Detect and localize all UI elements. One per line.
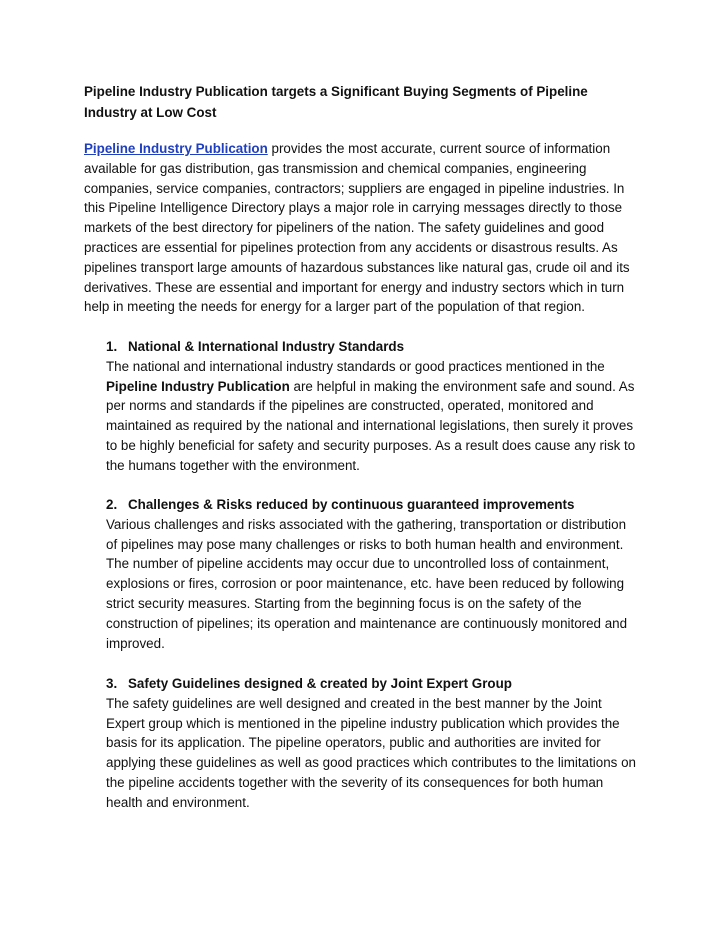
section-body [106, 357, 640, 476]
section-heading [106, 674, 640, 694]
section-heading [106, 337, 640, 357]
section-body: The safety guidelines are well designed and created in the best manner by the Joint Expert group which is mentioned in the pipeline industry publication which provides the basis for its application. The pipeline operators, public and authorities are invited for applying these guidelines as well as good practices which contributes to the limitations on the pipeline accidents together with the severity of its consequences for both human health and environment. [106, 695, 636, 810]
section-body-bold: Pipeline Industry Publication [106, 378, 290, 394]
section-body-text: The national and international industry standards or good practices mentioned in the [106, 358, 605, 374]
intro-paragraph [84, 139, 640, 317]
section-heading-text: National & International Industry Standards [128, 339, 405, 354]
document-title: Pipeline Industry Publication targets a Significant Buying Segments of Pipeline Industry at Low Cost [84, 84, 588, 120]
section-challenges-risks [106, 495, 640, 653]
section-number: 3. [106, 676, 118, 691]
intro-text: provides the most accurate, current source of information available for gas distribution, gas transmission and chemical companies, engineering companies, service companies, contractors; suppliers are engaged in pipeline industries. In this Pipeline Intelligence Directory plays a major role in carrying messages directly to those markets of the best directory for pipeliners of the nation. The safety guidelines and good practices are essential for pipelines protection from any accidents or disastrous results. As pipelines transport large amounts of hazardous substances like natural gas, crude oil and its derivatives. These are essential and important for energy and industry sectors which in turn help in meeting the needs for energy for a larger part of the population of that region. [84, 141, 630, 315]
section-number: 1. [106, 339, 118, 354]
section-heading-text: Safety Guidelines designed & created by Joint Expert Group [128, 676, 512, 691]
section-body: Various challenges and risks associated with the gathering, transportation or distribution of pipelines may pose many challenges or risks to both human health and environment. The number of pipeline accidents may occur due to uncontrolled loss of containment, explosions or fires, corrosion or poor maintenance, etc. have been reduced by following strict security measures. Starting from the beginning focus is on the safety of the construction of pipelines; its operation and maintenance are continuously monitored and improved. [106, 516, 628, 651]
section-number: 2. [106, 497, 118, 512]
section-heading-text: Challenges & Risks reduced by continuous guaranteed improvements [128, 497, 575, 512]
section-heading [106, 495, 640, 515]
section-safety-guidelines [106, 674, 640, 813]
publication-link[interactable]: Pipeline Industry Publication [84, 141, 268, 156]
section-industry-standards [106, 337, 640, 476]
section-body-text: are helpful in making the environment safe and sound. As per norms and standards if the pipelines are constructed, operated, monitored and maintained as required by the national and international legislations, then surely it proves to be highly beneficial for safety and security purposes. As a result does cause any risk to the humans together with the environment. [106, 378, 636, 473]
